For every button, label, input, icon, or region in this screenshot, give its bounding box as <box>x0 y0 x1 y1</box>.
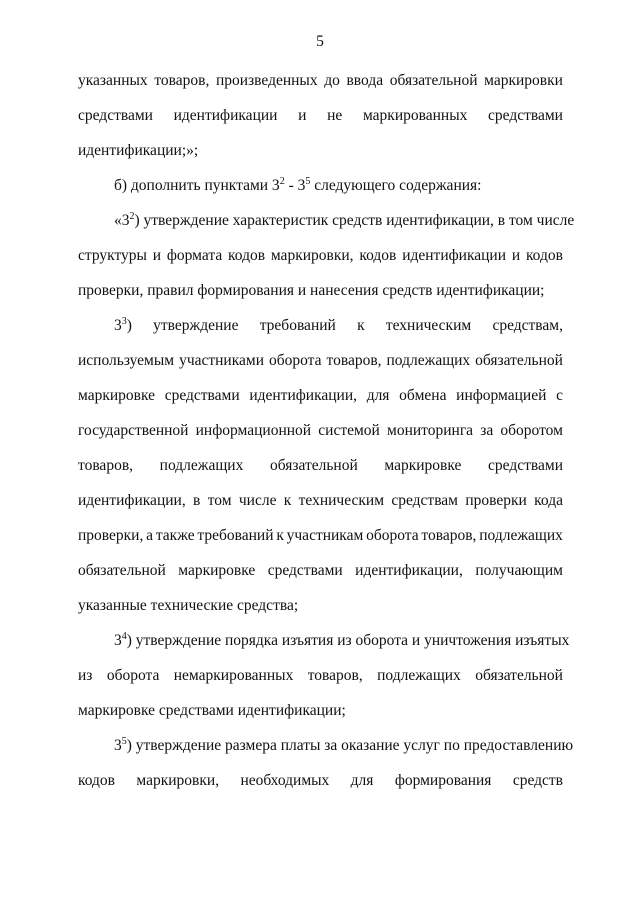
word: используемым <box>78 352 175 369</box>
word: кодов <box>228 247 266 264</box>
word: товаров, <box>307 667 363 684</box>
word: идентификации, <box>249 387 358 404</box>
word: также <box>155 527 195 544</box>
word: указанных <box>78 72 148 89</box>
text-line <box>78 422 563 440</box>
word: проверки <box>465 492 527 509</box>
word: средствам, <box>492 317 563 334</box>
text-line: проверки, правил формирования и нанесения средств идентификации; <box>78 282 545 299</box>
word: идентификации, <box>78 492 186 509</box>
word: маркировке <box>178 562 256 579</box>
word: средствам <box>391 492 458 509</box>
word: оборота <box>269 352 322 369</box>
word: кода <box>534 492 563 509</box>
word: участникам <box>286 527 364 544</box>
word: подлежащих <box>479 527 563 544</box>
word: и <box>298 107 307 124</box>
word: $3^3$) <box>114 316 132 334</box>
word: произведенных <box>215 72 318 89</box>
word: за <box>480 422 494 439</box>
word: числе <box>238 492 277 509</box>
word: товаров, <box>78 457 134 474</box>
word: товаров, <box>421 527 477 544</box>
word: не <box>327 107 343 124</box>
word: идентификации, <box>355 562 463 579</box>
word: с <box>556 387 563 404</box>
word: средств <box>512 772 563 789</box>
text-line <box>114 317 563 335</box>
word: структуры <box>78 247 147 264</box>
text-line <box>78 667 563 685</box>
word: оборота <box>106 667 160 684</box>
word: немаркированных <box>173 667 294 684</box>
word: к <box>357 317 365 334</box>
text-line <box>78 457 563 475</box>
text-line: $3^5$) утверждение размера платы за оказание услуг по предоставлению <box>114 736 574 754</box>
text-line <box>78 772 563 790</box>
word: и <box>152 247 162 264</box>
word: формата <box>166 247 223 264</box>
word: подлежащих <box>159 457 244 474</box>
word: оборотом <box>500 422 563 439</box>
text-line: идентификации;»; <box>78 142 199 159</box>
word: мониторинга <box>387 422 474 439</box>
word: участниками <box>179 352 265 369</box>
word: идентификации <box>173 107 278 124</box>
text-line <box>78 247 563 265</box>
word: получающим <box>475 562 563 579</box>
word: к <box>283 492 292 509</box>
word: системой <box>318 422 380 439</box>
text-line <box>78 387 563 405</box>
word: подлежащих <box>377 667 461 684</box>
word: до <box>324 72 340 89</box>
text-line <box>78 72 563 90</box>
word: техническим <box>298 492 385 509</box>
word: для <box>366 387 390 404</box>
word: для <box>350 772 374 789</box>
text-line <box>78 527 563 545</box>
text-line: б) дополнить пунктами $3^2 - 3^5$ следующего содержания: <box>114 176 482 194</box>
word: средствами <box>267 562 343 579</box>
word: обязательной <box>475 667 563 684</box>
word: из <box>78 667 93 684</box>
word: и <box>511 247 521 264</box>
word: обязательной <box>269 457 358 474</box>
word: маркировке <box>384 457 462 474</box>
word: средствами <box>488 457 563 474</box>
word: требований <box>197 527 274 544</box>
word: том <box>207 492 232 509</box>
word: необходимых <box>240 772 330 789</box>
word: информацией <box>456 387 547 404</box>
word: кодов <box>359 247 397 264</box>
word: формирования <box>394 772 492 789</box>
word: подлежащих <box>386 352 471 369</box>
word: маркированных <box>362 107 468 124</box>
text-line <box>78 352 563 370</box>
word: обмена <box>399 387 447 404</box>
word: информационной <box>195 422 312 439</box>
word: идентификации <box>402 247 507 264</box>
text-line <box>78 492 563 510</box>
word: требований <box>259 317 336 334</box>
word: ввода <box>346 72 384 89</box>
word: обязательной <box>389 72 478 89</box>
word: маркировки <box>484 72 563 89</box>
word: маркировки, <box>136 772 220 789</box>
text-line: указанные технические средства; <box>78 597 299 614</box>
word: обязательной <box>475 352 563 369</box>
word: кодов <box>525 247 563 264</box>
page-number: 5 <box>316 33 324 50</box>
word: проверки, <box>78 527 144 544</box>
word: маркировке <box>78 387 156 404</box>
word: маркировки, <box>270 247 354 264</box>
word: государственной <box>78 422 189 439</box>
word: товаров, <box>154 72 210 89</box>
word: средствами <box>78 107 153 124</box>
text-line <box>78 107 563 125</box>
word: а <box>146 527 154 544</box>
word: к <box>276 527 284 544</box>
word: средствами <box>488 107 563 124</box>
word: обязательной <box>78 562 166 579</box>
text-line: $3^4$) утверждение порядка изъятия из оборота и уничтожения изъятых <box>114 631 570 649</box>
word: кодов <box>78 772 116 789</box>
word: утверждение <box>153 317 239 334</box>
text-line: маркировке средствами идентификации; <box>78 702 346 719</box>
word: средствами <box>164 387 240 404</box>
text-line <box>78 562 563 580</box>
word: техническим <box>385 317 472 334</box>
word: оборота <box>366 527 419 544</box>
word: товаров, <box>326 352 382 369</box>
word: в <box>193 492 201 509</box>
text-line: «$3^2$) утверждение характеристик средств идентификации, в том числе <box>114 211 575 229</box>
